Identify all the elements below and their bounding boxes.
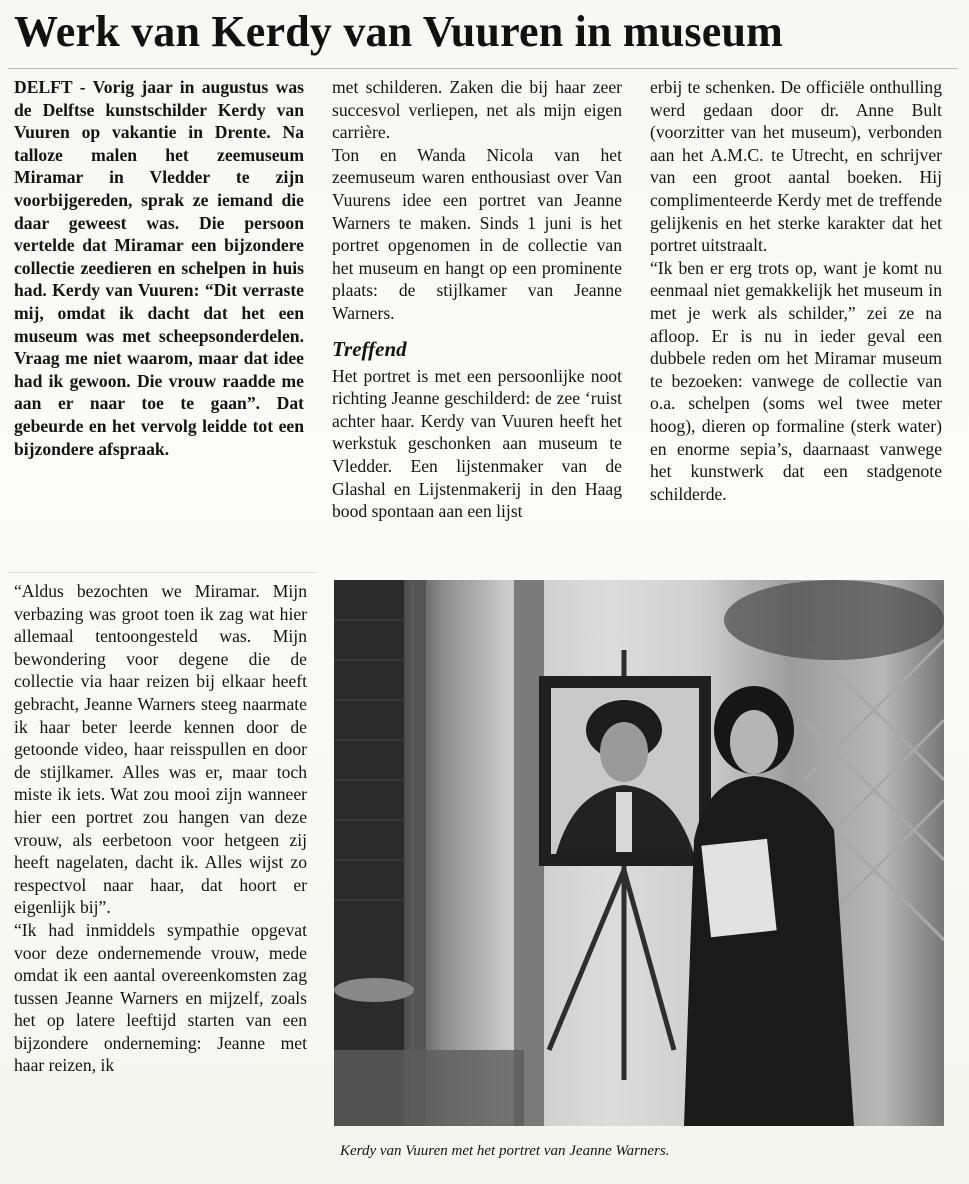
article-paragraph: “Aldus bezochten we Miramar. Mijn verbazing was groot toen ik zag wat hier allemaal tentoongesteld was. Mijn bewondering voor degene die de collectie via haar reizen bij elkaar heeft gebracht, Jeanne Warners steeg naarmate ik haar beter leerde kennen door de getoonde video, haar reisspullen en door de stijlkamer. Alles was er, maar toch miste ik iets. Wat zou mooi zijn wanneer hier een portret zou hangen van deze vrouw, als eerbetoon voor hetgeen zij heeft nagelaten, dacht ik. Alles wijst zo respectvol naar haar, dat hoort er eigenlijk bij”.: [14, 581, 307, 918]
brick-wall: [334, 580, 404, 1126]
side-table: [334, 978, 414, 1002]
headline-rule: [8, 68, 958, 69]
plant-leaves: [724, 580, 944, 660]
window-frame-left: [414, 580, 426, 1126]
article-paragraph: “Ik had inmiddels sympathie opgevat voor deze ondernemende vrouw, mede omdat ik een aantal overeenkomsten zag tussen Jeanne Warners en mijzelf, zoals het op latere leeftijd starten van een bijzondere onderneming: Jeanne met haar reizen, ik: [14, 919, 307, 1076]
photo-illustration: [334, 580, 944, 1126]
woman-face: [730, 710, 778, 774]
article-subheading: Treffend: [332, 336, 407, 361]
article-column-1: [14, 76, 304, 460]
column-divider: [8, 572, 318, 573]
article-lead-paragraph: DELFT - Vorig jaar in augustus was de Delftse kunstschilder Kerdy van Vuuren op vakantie in Drente. Na talloze malen het zeemuseum Miramar in Vledder te zijn voorbijgereden, sprak ze iemand die daar geweest was. Die persoon vertelde dat Miramar een bijzondere collectie zeedieren en schelpen in huis had. Kerdy van Vuuren: “Dit verraste mij, omdat ik dacht dat het een museum was met scheepsonderdelen. Vraag me niet waarom, maar dat idee had ik gewoon. Die vrouw raadde me aan er naar toe te gaan”. Dat gebeurde en het vervolg leidde tot een bijzondere afspraak.: [14, 77, 304, 459]
article-column-3: [650, 76, 942, 505]
article-paragraph: Het portret is met een persoonlijke noot richting Jeanne geschilderd: de zee ‘ruist achter haar. Kerdy van Vuuren heeft het werkstuk geschonken aan museum te Vledder. Een lijstenmaker van de Glashal en Lijstenmakerij in den Haag bood spontaan aan een lijst: [332, 365, 622, 522]
woman-dress: [684, 776, 854, 1126]
photo-caption: Kerdy van Vuuren met het portret van Jeanne Warners.: [340, 1143, 670, 1159]
portrait-collar: [616, 792, 632, 852]
wicker-chair: [334, 1050, 524, 1126]
article-paragraph: “Ik ben er erg trots op, want je komt nu eenmaal niet gemakkelijk het museum in met je werk als schilder,” zei ze na afloop. Er is nu in ieder geval een dubbele reden om het Miramar museum te bezoeken: vanwege de collectie van o.a. schelpen (soms wel twee meter hoog), dieren op formaline (sterk water) en enorme sepia’s, daarnaast vanwege het kunstwerk dat een stadgenote schilderde.: [650, 257, 942, 504]
portrait-face: [600, 722, 648, 782]
article-headline: Werk van Kerdy van Vuuren in museum: [14, 7, 784, 56]
article-paragraph: erbij te schenken. De officiële onthulling werd gedaan door dr. Anne Bult (voorzitter van het museum), verbonden aan het A.M.C. te Utrecht, en schrijver van een groot aantal boeken. Hij complimenteerde Kerdy met de treffende gelijkenis en het sterke karakter dat het portret uitstraalt.: [650, 77, 942, 256]
article-photo: [334, 580, 944, 1126]
speech-paper: [701, 839, 776, 937]
article-column-2: [332, 76, 622, 523]
article-column-1-continued: [14, 580, 307, 1077]
article-paragraph: Ton en Wanda Nicola van het zeemuseum waren enthousiast over Van Vuurens idee een portret van Jeanne Warners te maken. Sinds 1 juni is het portret opgenomen in de collectie van het museum en hangt op een prominente plaats: de stijlkamer van Jeanne Warners.: [332, 144, 622, 323]
article-paragraph: met schilderen. Zaken die bij haar zeer succesvol verliepen, net als mijn eigen carrière.: [332, 77, 622, 143]
